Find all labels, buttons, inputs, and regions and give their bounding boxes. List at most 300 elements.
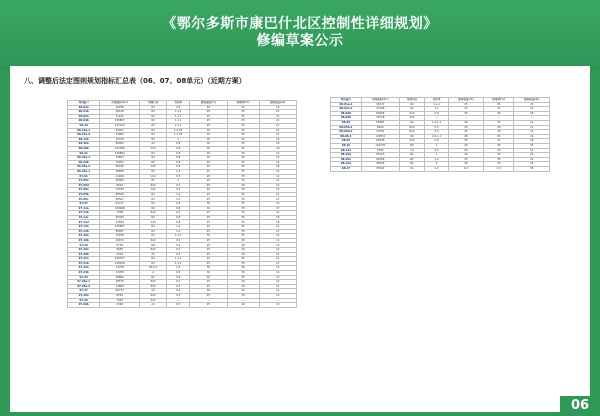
table-cell: 1 (425, 143, 448, 148)
table-cell: R22 (140, 280, 167, 285)
table-cell: 30 (190, 137, 227, 142)
table-cell: 8022 (100, 183, 140, 188)
section-title: 八、调整后法定图则规划指标汇总表（06、07、08单元）（近期方案） (24, 77, 246, 85)
table-cell: 0.8 (167, 215, 190, 220)
table-cell: 1 (167, 179, 190, 184)
table-cell: — (484, 116, 514, 121)
table-cell: R2 (399, 157, 425, 162)
table-cell: 35 (484, 120, 514, 125)
table-cell: A22 (140, 188, 167, 193)
table-cell: B1 (140, 179, 167, 184)
table-cell: 07-05a (68, 179, 100, 184)
table-cell: 07-20 (68, 243, 100, 248)
table-cell: 18 (259, 215, 296, 220)
table-cell: 06-15a-1 (68, 128, 100, 133)
table-cell: 25 (190, 248, 227, 253)
table-cell: 35340 (361, 166, 399, 171)
right-indicator-table (330, 97, 550, 172)
table-cell: 35 (227, 192, 259, 197)
table-cell: 07-25 (68, 275, 100, 280)
table-cell: R2 (399, 107, 425, 112)
table-cell: 35 (227, 257, 259, 262)
table-cell: 35 (227, 137, 259, 142)
table-cell: 07-26a-1 (68, 280, 100, 285)
table-cell: R2 (140, 206, 167, 211)
table-cell: 0.5 (167, 188, 190, 193)
table-cell: 25 (514, 162, 550, 167)
table-cell: 30 (484, 148, 514, 153)
table-cell: 40 (448, 162, 483, 167)
table-cell: 1.2 (167, 169, 190, 174)
table-cell: 30 (190, 160, 227, 165)
table-cell: R2 (140, 151, 167, 156)
table-cell: 0.8 (167, 206, 190, 211)
table-cell: 30 (190, 234, 227, 239)
table-cell: 25 (448, 130, 483, 135)
table-cell: 35 (227, 119, 259, 124)
table-cell: 0.8 (167, 165, 190, 170)
table-cell: 11001 (361, 130, 399, 135)
table-header-cell: 地块编号 (68, 101, 100, 106)
table-cell: 28 (448, 120, 483, 125)
table-cell: 25 (448, 111, 483, 116)
table-cell: 12 (259, 202, 296, 207)
table-cell: 30 (190, 133, 227, 138)
table-cell: R2 (140, 156, 167, 161)
table-cell: 12 (259, 284, 296, 289)
table-cell: 30 (227, 248, 259, 253)
table-cell: 16 (259, 137, 296, 142)
table-cell: 12 (259, 211, 296, 216)
table-cell: 128893 (100, 151, 140, 156)
table-cell: 11029 (100, 174, 140, 179)
table-header-cell: 用地代码 (140, 101, 167, 106)
table-cell: 07-27 (68, 289, 100, 294)
table-cell: 21 (259, 225, 296, 230)
table-header-cell: 建筑密度(%) (190, 101, 227, 106)
table-cell: R2 (140, 197, 167, 202)
table-cell: 35 (227, 275, 259, 280)
table-cell: 16074 (100, 238, 140, 243)
table-cell: 21 (259, 110, 296, 115)
table-cell: 08-01a-1 (331, 102, 362, 107)
table-cell: 1-1 (425, 107, 448, 112)
table-cell: 25 (190, 110, 227, 115)
table-cell: 08-04 (331, 120, 362, 125)
table-cell: 79853 (100, 156, 140, 161)
table-cell: 30 (484, 153, 514, 158)
table-cell: 128707 (100, 257, 140, 262)
table-cell: 30 (190, 206, 227, 211)
table-cell: 35 (227, 128, 259, 133)
table-cell: 8738 (100, 243, 140, 248)
table-cell: 122124 (100, 123, 140, 128)
table-cell: 21059 (100, 270, 140, 275)
table-cell: 25 (190, 257, 227, 262)
table-cell: 0.8 (167, 289, 190, 294)
table-cell: B9 (140, 243, 167, 248)
table-cell: 1-1.1 (167, 123, 190, 128)
table-cell: 12 (259, 293, 296, 298)
table-cell: 06-25b (68, 160, 100, 165)
table-cell: 12 (259, 280, 296, 285)
table-cell: 1 (425, 162, 448, 167)
table-cell: A2 (140, 289, 167, 294)
table-cell: — (514, 116, 550, 121)
table-cell: 30 (484, 143, 514, 148)
table-cell: 35 (484, 102, 514, 107)
table-cell: 30 (227, 243, 259, 248)
table-cell: 07-05b (68, 192, 100, 197)
table-cell: 23106 (361, 107, 399, 112)
table-cell: 1.2 (167, 229, 190, 234)
table-cell: 1-1.1 (167, 114, 190, 119)
table-cell: 136807 (100, 119, 140, 124)
table-cell: 07-21b (68, 261, 100, 266)
table-cell: — (448, 116, 483, 121)
table-cell: 07-11b (68, 211, 100, 216)
table-cell: 25 (190, 114, 227, 119)
table-cell: 0.5 (167, 211, 190, 216)
table-cell: 30 (190, 128, 227, 133)
table-cell: 1 (425, 153, 448, 158)
table-cell: 25 (190, 169, 227, 174)
content-panel (10, 66, 590, 412)
table-cell: 21 (514, 157, 550, 162)
table-cell: — (425, 116, 448, 121)
table-cell: 12 (259, 238, 296, 243)
table-cell: 0.5 (167, 293, 190, 298)
table-cell: 35 (227, 146, 259, 151)
table-cell: 30 (227, 238, 259, 243)
table-cell: U12 (140, 174, 167, 179)
table-cell: 63838 (361, 139, 399, 144)
table-cell: 08-04b-2 (331, 130, 362, 135)
table-cell: 30 (190, 146, 227, 151)
table-cell: 129831 (361, 134, 399, 139)
table-cell: 36 (514, 166, 550, 171)
table-cell: 40 (448, 153, 483, 158)
table-cell: 35 (227, 174, 259, 179)
table-cell: — (190, 298, 227, 303)
table-cell: 12 (259, 243, 296, 248)
table-cell: 06-21 (68, 151, 100, 156)
table-cell: 62068 (361, 157, 399, 162)
table-cell: 07-19b (68, 238, 100, 243)
table-cell: 0.8 (167, 220, 190, 225)
table-cell: 8924 (361, 125, 399, 130)
table-cell: 08-03b (331, 116, 362, 121)
table-cell: R2 (140, 105, 167, 110)
table-cell: 30 (190, 270, 227, 275)
table-cell: 36504 (361, 162, 399, 167)
table-cell: 55885 (361, 120, 399, 125)
table-header-cell: 建筑密度(%) (448, 98, 483, 103)
table-cell: 08-15A (331, 153, 362, 158)
table-cell: 0.8 (167, 151, 190, 156)
table-cell: 16 (259, 105, 296, 110)
table-cell: 61727 (100, 202, 140, 207)
table-cell: B1/U1 (140, 266, 167, 271)
table-cell: 1-1.1 (167, 257, 190, 262)
table-cell: 25 (190, 280, 227, 285)
table-cell: 35 (227, 114, 259, 119)
table-cell: 4784 (361, 148, 399, 153)
table-cell: 07-14a (68, 225, 100, 230)
table-cell: 16 (259, 220, 296, 225)
table-cell: A33 (399, 111, 425, 116)
table-cell: 07-29 (68, 298, 100, 303)
table-cell: 07-06a (68, 188, 100, 193)
table-cell: 07-11c (68, 215, 100, 220)
table-cell: 30 (190, 202, 227, 207)
table-header-cell: 容积率 (167, 101, 190, 106)
table-cell: 0.8 (167, 105, 190, 110)
table-cell: 30 (190, 105, 227, 110)
table-cell: 12 (259, 252, 296, 257)
table-cell: 92567 (100, 197, 140, 202)
table-cell: 13800 (100, 284, 140, 289)
table-cell: 07-11d (68, 220, 100, 225)
table-cell: 07-05d (68, 183, 100, 188)
table-cell: 18 (514, 139, 550, 144)
table-cell: 80000 (100, 142, 140, 147)
table-cell: 18 (514, 111, 550, 116)
table-cell: 0.5 (167, 252, 190, 257)
table-cell: 07-24b (68, 270, 100, 275)
table-cell: 21 (259, 123, 296, 128)
table-cell: 85558 (100, 192, 140, 197)
table-cell: 06-10 (68, 123, 100, 128)
table-cell: 24790 (100, 137, 140, 142)
table-cell: 21 (259, 234, 296, 239)
table-header-cell: 容积率 (425, 98, 448, 103)
table-cell: R2 (399, 102, 425, 107)
table-cell: 16296 (100, 105, 140, 110)
table-cell: 1-1.1 (167, 110, 190, 115)
table-cell: 30 (227, 270, 259, 275)
table-cell: 12 (514, 125, 550, 130)
table-cell: 56148 (100, 110, 140, 115)
table-cell: 21 (259, 169, 296, 174)
table-cell: 25 (190, 303, 227, 308)
table-cell: 21 (514, 134, 550, 139)
table-cell: 12 (514, 148, 550, 153)
table-cell: 13038 (100, 188, 140, 193)
title-banner (0, 0, 600, 70)
table-cell: 07-28a (68, 293, 100, 298)
table-cell: A2 (140, 142, 167, 147)
table-cell: 25 (190, 238, 227, 243)
table-cell: 35 (227, 202, 259, 207)
table-cell: 30 (227, 188, 259, 193)
table-cell: R2 (140, 133, 167, 138)
table-cell: 1.0 (167, 266, 190, 271)
table-cell: 0.8 (167, 156, 190, 161)
table-cell: 12 (259, 160, 296, 165)
table-cell: 30 (227, 289, 259, 294)
table-cell: 12 (259, 303, 296, 308)
table-cell: 35 (227, 110, 259, 115)
table-cell: 25 (514, 143, 550, 148)
table-cell: 1-1.1 (167, 234, 190, 239)
table-cell: 0.5 (167, 303, 190, 308)
table-cell: 35 (227, 160, 259, 165)
table-cell: 126739 (361, 143, 399, 148)
table-cell: 25 (190, 225, 227, 230)
table-cell: 1-1.05 (167, 128, 190, 133)
table-cell: 08-10 (331, 143, 362, 148)
table-cell: 21 (259, 229, 296, 234)
table-cell: 25 (190, 211, 227, 216)
table-cell: A4 (399, 148, 425, 153)
table-cell: A33 (140, 146, 167, 151)
table-cell: 0.8 (425, 139, 448, 144)
table-cell: R22 (399, 130, 425, 135)
table-cell: 07-24a (68, 266, 100, 271)
table-cell: 78884 (100, 275, 140, 280)
table-cell: 35 (227, 225, 259, 230)
table-cell: R2 (140, 234, 167, 239)
table-cell: R2 (140, 114, 167, 119)
table-cell: 25 (190, 293, 227, 298)
table-cell: 118036 (100, 261, 140, 266)
title-line-1: 《鄂尔多斯市康巴什北区控制性详细规划》 (162, 16, 438, 32)
table-cell: 07-01 (68, 174, 100, 179)
table-cell: 30 (484, 130, 514, 135)
table-cell: 0.5 (167, 284, 190, 289)
table-cell: B9 (399, 143, 425, 148)
table-cell: 25 (190, 123, 227, 128)
table-cell: 21 (514, 120, 550, 125)
table-cell: 06-25a-1 (68, 156, 100, 161)
table-cell: 12 (259, 142, 296, 147)
table-cell: 25 (190, 220, 227, 225)
table-cell: A4 (140, 303, 167, 308)
table-cell: 06-01b (68, 110, 100, 115)
table-cell: 08-04b-1 (331, 125, 362, 130)
table-cell: 08-11a (331, 148, 362, 153)
table-cell: 25 (190, 174, 227, 179)
table-cell: 35 (227, 229, 259, 234)
table-cell: 1-1.1 (167, 261, 190, 266)
table-cell: 12 (259, 275, 296, 280)
table-cell: 30 (190, 151, 227, 156)
table-cell: 0.5 (167, 280, 190, 285)
table-cell: 128807 (100, 225, 140, 230)
table-cell: 12 (259, 174, 296, 179)
table-cell: 38480 (100, 169, 140, 174)
table-cell: 60968 (361, 111, 399, 116)
table-header-cell: 用地面积(m²) (100, 101, 140, 106)
table-cell: R2 (140, 128, 167, 133)
table-cell: 0.3 (484, 166, 514, 171)
table-cell: 16 (259, 146, 296, 151)
table-cell: 0.5 (425, 148, 448, 153)
table-cell: 25 (448, 139, 483, 144)
table-cell: 08-17 (331, 166, 362, 171)
table-cell: 35 (227, 234, 259, 239)
table-cell: R2 (140, 119, 167, 124)
table-cell: 25 (190, 284, 227, 289)
table-cell: B1 (399, 153, 425, 158)
table-cell: 07-20a (68, 248, 100, 253)
table-cell: 20748 (361, 116, 399, 121)
table-cell: 1.2 (167, 197, 190, 202)
table-cell: 30 (227, 211, 259, 216)
table-cell: 06-02a (68, 114, 100, 119)
table-cell: 35 (227, 105, 259, 110)
table-cell: 12 (259, 179, 296, 184)
table-cell: B1 (140, 137, 167, 142)
table-cell: 35 (227, 133, 259, 138)
table-cell: 0.5 (425, 130, 448, 135)
table-cell: 21 (259, 133, 296, 138)
table-cell: 16 (259, 165, 296, 170)
table-cell: 06-26a-1 (68, 169, 100, 174)
table-cell: 25 (190, 119, 227, 124)
table-cell: 25 (190, 179, 227, 184)
table-cell: 30 (484, 162, 514, 167)
title-line-2: 修编草案公示 (256, 33, 344, 49)
table-cell: 0.5 (167, 238, 190, 243)
table-cell: 25 (190, 183, 227, 188)
table-cell: 1 (167, 137, 190, 142)
table-cell: 35 (227, 156, 259, 161)
table-cell: 35 (484, 157, 514, 162)
table-cell: R2 (399, 134, 425, 139)
table-cell: 132098 (100, 146, 140, 151)
table-cell: — (259, 298, 296, 303)
table-cell: 0.2 (448, 166, 483, 171)
table-cell: R2 (140, 257, 167, 262)
table-cell: 08-16C (331, 157, 362, 162)
table-header-cell: 地块编号 (331, 98, 362, 103)
table-cell: 07-11a (68, 206, 100, 211)
table-cell: 2022 (100, 252, 140, 257)
table-cell: 14758 (100, 266, 140, 271)
table-cell: — (227, 298, 259, 303)
table-cell: 0.5 (167, 174, 190, 179)
table-cell: R22 (140, 248, 167, 253)
table-cell: 35 (484, 134, 514, 139)
table-cell: A33 (140, 165, 167, 170)
table-cell: 0.8 (167, 146, 190, 151)
table-cell: 35 (227, 261, 259, 266)
table-cell: 30 (484, 125, 514, 130)
table-cell: A5 (140, 252, 167, 257)
table-cell: 07-26a-2 (68, 284, 100, 289)
table-cell: B2 (399, 162, 425, 167)
table-cell: 20 (190, 243, 227, 248)
table-cell: 1-1.1 (425, 102, 448, 107)
table-cell: 25 (190, 197, 227, 202)
table-cell: 30 (190, 142, 227, 147)
table-cell: 21 (259, 192, 296, 197)
table-cell: 35 (227, 197, 259, 202)
table-cell: 19584 (100, 220, 140, 225)
table-cell: 31221 (100, 114, 140, 119)
table-cell: 0.8 (167, 275, 190, 280)
table-cell: 07-06b (68, 303, 100, 308)
table-cell: 12 (514, 130, 550, 135)
table-cell: 21 (514, 102, 550, 107)
table-cell: 40 (227, 303, 259, 308)
table-cell: R2 (140, 123, 167, 128)
table-cell: R22 (140, 238, 167, 243)
table-cell: 88487 (100, 229, 140, 234)
table-cell: R22 (399, 125, 425, 130)
